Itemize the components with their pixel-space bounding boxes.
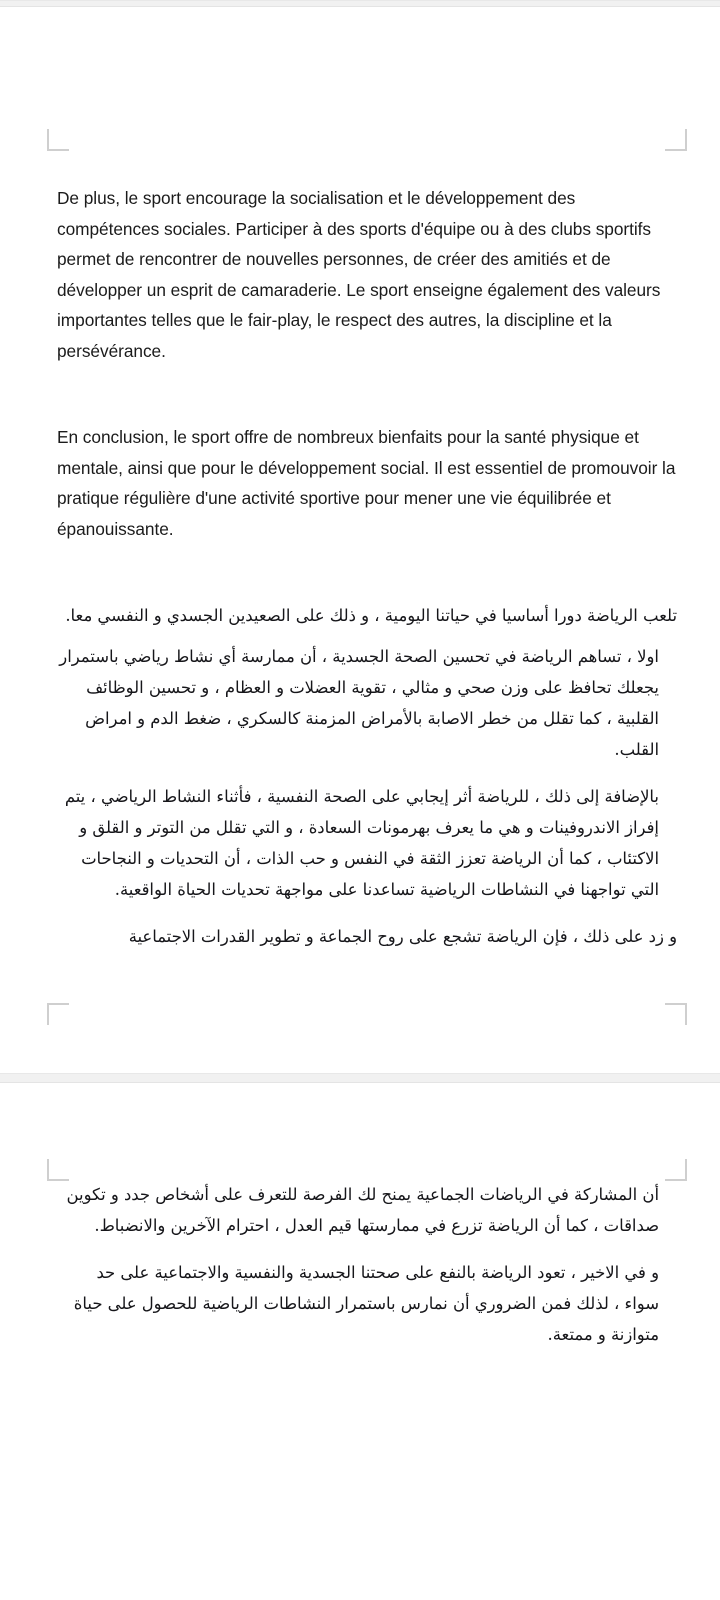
crop-mark-top-right-icon [665, 1159, 687, 1181]
page-break-separator [0, 1073, 720, 1083]
document-page-1[interactable] [0, 7, 720, 1073]
paragraph-arabic-4: و زد على ذلك ، فإن الرياضة تشجع على روح الجماعة و تطوير القدرات الاجتماعية [128, 927, 677, 946]
paragraph-spacer [57, 1241, 677, 1257]
paragraph-arabic-6: و في الاخير ، تعود الرياضة بالنفع على صحتنا الجسدية والنفسية والاجتماعية على حد سواء ، لذلك فمن الضروري أن نمارس باستمرار النشاطات الرياضية للحصول على حياة متوازنة و ممتعة. [73, 1263, 659, 1344]
paragraph-french-2: En conclusion, le sport offre de nombreux bienfaits pour la santé physique et mentale, ainsi que pour le développement social. Il est essentiel de promouvoir la pratique régulière d'une activité sportive pour mener une vie équilibrée et épanouissante. [57, 427, 676, 539]
page-1-text-body[interactable] [57, 183, 677, 952]
paragraph-french-1: De plus, le sport encourage la socialisation et le développement des compétences sociales. Participer à des sports d'équipe ou à des clubs sportifs permet de rencontrer de nouvelles personnes, de créer des amitiés et de développer un esprit de camaraderie. Le sport enseigne également des valeurs importantes telles que le fair-play, le respect des autres, la discipline et la persévérance. [57, 188, 661, 361]
paragraph-spacer [57, 366, 677, 422]
crop-mark-top-left-icon [47, 129, 69, 151]
paragraph-spacer [57, 765, 677, 781]
page-top-separator [0, 0, 720, 7]
crop-mark-bottom-left-icon [47, 1003, 69, 1025]
crop-mark-top-left-icon [47, 1159, 69, 1181]
crop-mark-top-right-icon [665, 129, 687, 151]
document-page-2[interactable] [0, 1083, 720, 1568]
paragraph-arabic-3: بالإضافة إلى ذلك ، للرياضة أثر إيجابي على الصحة النفسية ، فأثناء النشاط الرياضي ، يتم إفراز الاندروفينات و هي ما يعرف بهرمونات السعادة ، و التي تقلل من التوتر و القلق و الاكتئاب ، كما أن الرياضة تعزز الثقة في النفس و حب الذات ، أن التحديات و النجاحات التي تواجهنا في النشاطات الرياضية تساعدنا على مواجهة تحديات الحياة الواقعية. [64, 787, 659, 899]
paragraph-spacer [57, 631, 677, 641]
crop-mark-bottom-right-icon [665, 1003, 687, 1025]
paragraph-arabic-2: اولا ، تساهم الرياضة في تحسين الصحة الجسدية ، أن ممارسة أي نشاط رياضي باستمرار يجعلك تحافظ على وزن صحي و مثالي ، تقوية العضلات و العظام ، و تحسين الوظائف القلبية ، كما تقلل من خطر الاصابة بالأمراض المزمنة كالسكري ، ضغط الدم و امراض القلب. [59, 647, 659, 759]
paragraph-arabic-5: أن المشاركة في الرياضات الجماعية يمنح لك الفرصة للتعرف على أشخاص جدد و تكوين صداقات ، كما أن الرياضة تزرع في ممارستها قيم العدل ، احترام الآخرين والانضباط. [66, 1185, 659, 1235]
paragraph-spacer [57, 905, 677, 921]
paragraph-spacer [57, 544, 677, 600]
paragraph-arabic-1: تلعب الرياضة دورا أساسيا في حياتنا اليومية ، و ذلك على الصعيدين الجسدي و النفسي معا. [65, 606, 677, 625]
page-2-text-body[interactable] [57, 1179, 677, 1350]
